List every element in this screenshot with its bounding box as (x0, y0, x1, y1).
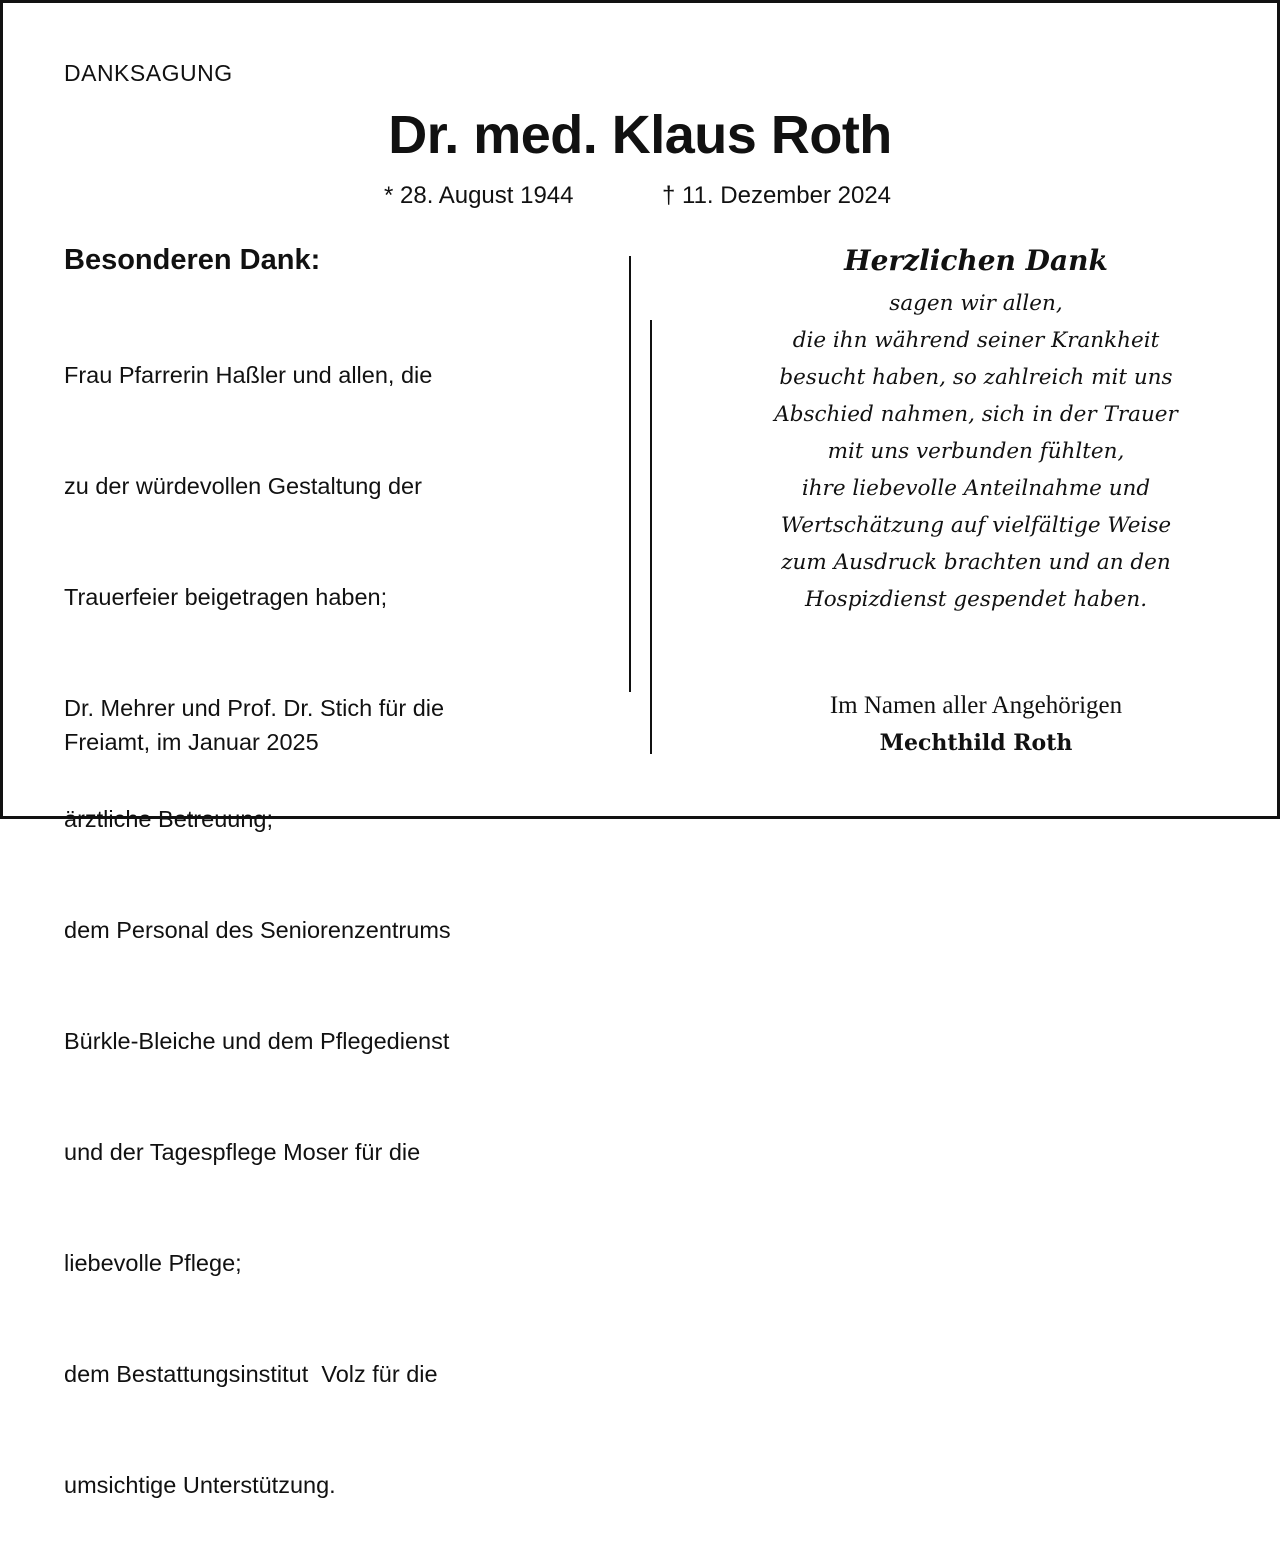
place-date: Freiamt, im Januar 2025 (64, 729, 319, 755)
left-line: Dr. Mehrer und Prof. Dr. Stich für die (64, 695, 445, 721)
left-line: Bürkle-Bleiche und dem Pflegedienst (64, 1028, 450, 1054)
right-line: sagen wir allen, (889, 291, 1063, 316)
left-thanks-list (64, 283, 451, 1541)
left-line: dem Bestattungsinstitut Volz für die (64, 1361, 438, 1387)
signature-name: Mechthild Roth (879, 730, 1073, 756)
birth-date: * 28. August 1944 (384, 182, 574, 209)
signature-intro: Im Namen aller Angehörigen (829, 692, 1123, 719)
column-divider-right (650, 320, 652, 754)
left-line: liebevolle Pflege; (64, 1250, 242, 1276)
right-line: mit uns verbunden fühlten, (827, 439, 1125, 464)
right-thanks-text (676, 285, 1276, 618)
right-heading: Herzlichen Dank (844, 244, 1108, 277)
deceased-name: Dr. med. Klaus Roth (388, 105, 892, 165)
right-line: Wertschätzung auf vielfältige Weise (780, 513, 1172, 538)
right-line: Hospizdienst gespendet haben. (804, 587, 1148, 612)
left-line: zu der würdevollen Gestaltung der (64, 473, 422, 499)
left-line: dem Personal des Seniorenzentrums (64, 917, 451, 943)
right-line: Abschied nahmen, sich in der Trauer (774, 402, 1178, 427)
column-divider-left (629, 256, 631, 692)
left-line: ärztliche Betreuung; (64, 806, 274, 832)
right-line: besucht haben, so zahlreich mit uns (779, 365, 1173, 390)
notice-overline: DANKSAGUNG (64, 60, 233, 86)
left-heading: Besonderen Dank: (64, 244, 321, 276)
left-line: Trauerfeier beigetragen haben; (64, 584, 388, 610)
left-line: umsichtige Unterstützung. (64, 1472, 336, 1498)
death-date: † 11. Dezember 2024 (662, 182, 892, 209)
left-line: und der Tagespflege Moser für die (64, 1139, 421, 1165)
right-line: ihre liebevolle Anteilnahme und (801, 476, 1151, 501)
right-line: die ihn während seiner Krankheit (792, 328, 1160, 353)
left-line: Frau Pfarrerin Haßler und allen, die (64, 362, 433, 388)
right-line: zum Ausdruck brachten und an den (781, 550, 1171, 575)
